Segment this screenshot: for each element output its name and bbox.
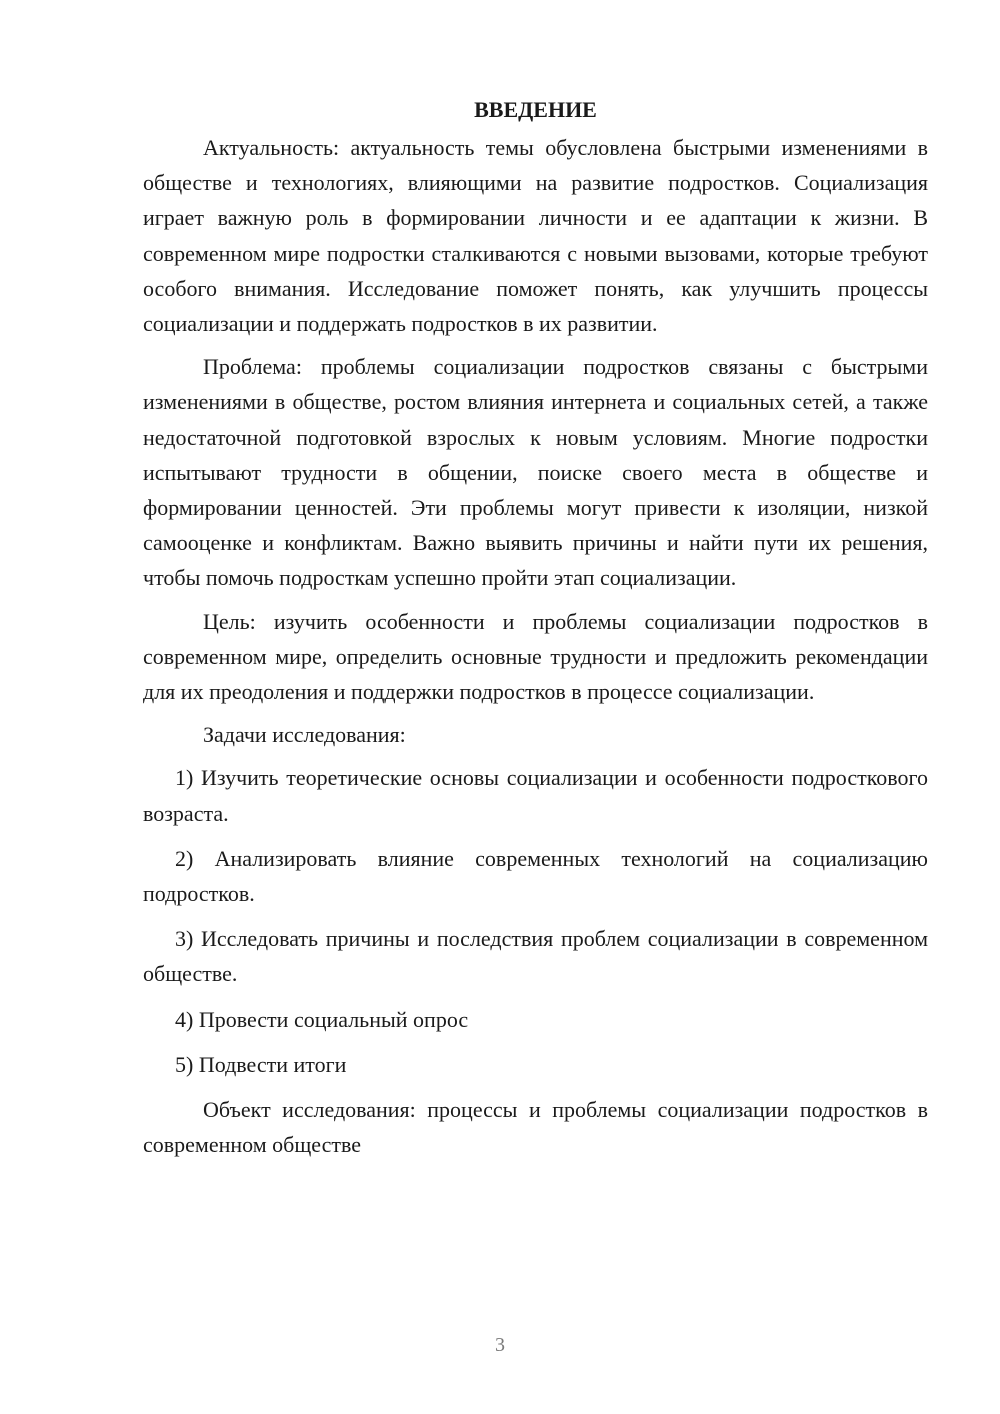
task-item-2: 2) Анализировать влияние современных технологий на социализацию подростков. [143, 845, 928, 907]
problem-paragraph: Проблема: проблемы социализации подростков связаны с быстрыми изменениями в обществе, ростом влияния интернета и социальных сетей, а также недостаточной подготовкой взрослых к новым условиям. Многие подростки испытывают трудности в общении, поиске своего места в обществе и формировании ценностей. Эти проблемы могут привести к изоляции, низкой самооценке и конфликтам. Важно выявить причины и найти пути их решения, чтобы помочь подросткам успешно пройти этап социализации. [143, 354, 928, 591]
page-title: ВВЕДЕНИЕ [474, 97, 597, 122]
object-paragraph: Объект исследования: процессы и проблемы социализации подростков в современном обществе [143, 1097, 928, 1158]
relevance-paragraph: Актуальность: актуальность темы обусловлена быстрыми изменениями в обществе и технологиях, влияющими на развитие подростков. Социализация играет важную роль в формировании личности и ее адаптации к жизни. В современном мире подростки сталкиваются с новыми вызовами, которые требуют особого внимания. Исследование поможет понять, как улучшить процессы социализации и поддержать подростков в их развитии. [143, 135, 928, 337]
task-item-5: 5) Подвести итоги [175, 1051, 347, 1077]
tasks-heading: Задачи исследования: [203, 722, 406, 748]
task-item-3: 3) Исследовать причины и последствия проблем социализации в современном обществе. [143, 926, 928, 987]
task-item-1: 1) Изучить теоретические основы социализации и особенности подросткового возраста. [143, 765, 928, 826]
goal-paragraph: Цель: изучить особенности и проблемы социализации подростков в современном мире, определить основные трудности и предложить рекомендации для их преодоления и поддержки подростков в процессе социализации. [143, 608, 928, 705]
task-item-4: 4) Провести социальный опрос [175, 1006, 469, 1032]
document-page [143, 92, 928, 1162]
page-number: 3 [495, 1334, 505, 1356]
